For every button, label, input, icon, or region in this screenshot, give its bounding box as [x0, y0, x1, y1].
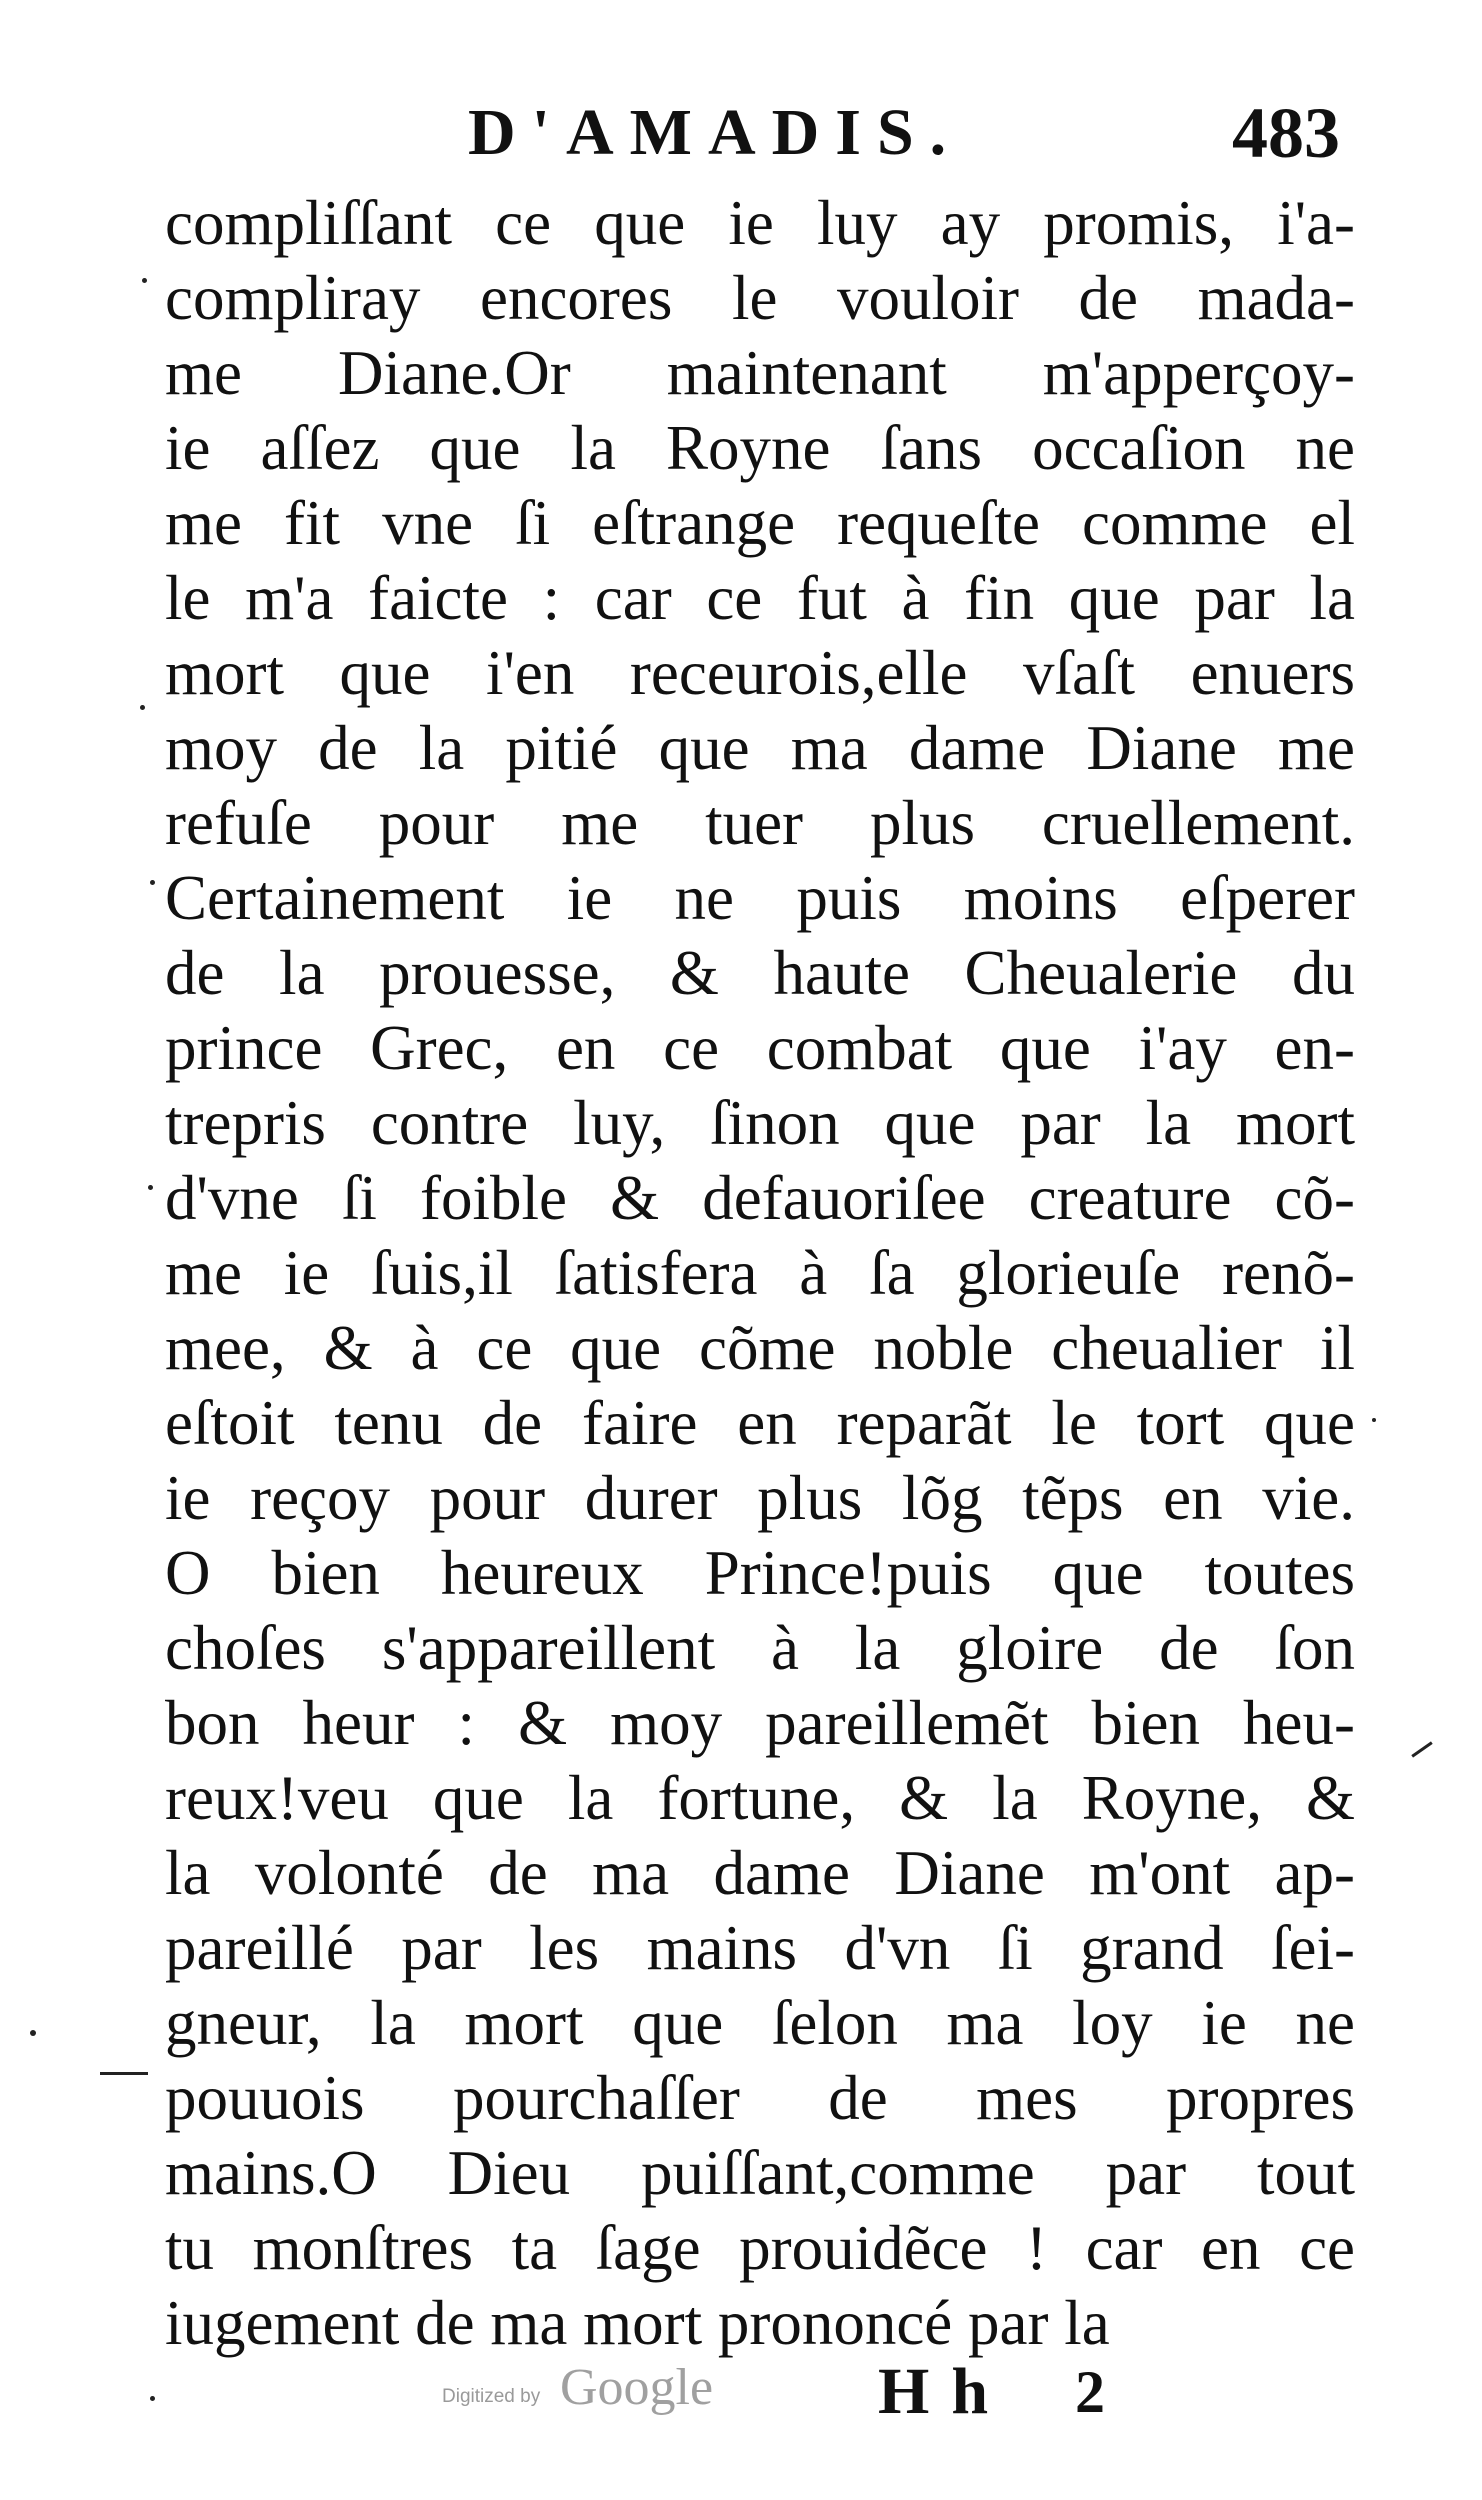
scan-speck — [150, 880, 155, 885]
text-line: choſes s'appareillent à la gloire de ſon — [165, 1613, 1355, 1683]
text-line: mains.O Dieu puiſſant,comme par tout — [165, 2138, 1355, 2208]
body-text — [165, 186, 1355, 2361]
page-header — [0, 88, 1482, 178]
text-line: compliſſant ce que ie luy ay promis, i'a- — [165, 188, 1355, 258]
text-line: refuſe pour me tuer plus cruellement. — [165, 788, 1355, 858]
scan-speck — [148, 1185, 153, 1190]
digitized-by-label: Digitized by — [442, 2386, 541, 2407]
text-line: de la prouesse, & haute Cheualerie du — [165, 938, 1355, 1008]
scan-mark — [1411, 1741, 1432, 1757]
text-line: prince Grec, en ce combat que i'ay en- — [165, 1013, 1355, 1083]
scan-mark — [100, 2072, 148, 2075]
scan-speck — [150, 2396, 155, 2401]
scan-speck — [30, 2030, 36, 2036]
text-line: me ie ſuis,il ſatisfera à ſa glorieuſe renõ- — [165, 1238, 1355, 1308]
google-watermark: Google — [560, 2359, 714, 2416]
text-line: eſtoit tenu de faire en reparãt le tort que — [165, 1388, 1355, 1458]
text-line: la volonté de ma dame Diane m'ont ap- — [165, 1838, 1355, 1908]
text-line: d'vne ſi foible & defauoriſee creature cõ- — [165, 1163, 1355, 1233]
running-head: D'AMADIS. — [468, 96, 963, 169]
text-line: ie reçoy pour durer plus lõg tẽps en vie. — [165, 1463, 1355, 1533]
text-line: le m'a faicte : car ce fut à fin que par la — [165, 563, 1355, 633]
text-line: O bien heureux Prince!puis que toutes — [165, 1538, 1355, 1608]
text-line: me fit vne ſi eſtrange requeſte comme el — [165, 488, 1355, 558]
signature-number: 2 — [1075, 2359, 1105, 2425]
text-line: Certainement ie ne puis moins eſperer — [165, 863, 1355, 933]
text-line: trepris contre luy, ſinon que par la mort — [165, 1088, 1355, 1158]
text-line: mort que i'en receurois,elle vſaſt enuers — [165, 638, 1355, 708]
text-line: gneur, la mort que ſelon ma loy ie ne — [165, 1988, 1355, 2058]
text-line: reux!veu que la fortune, & la Royne, & — [165, 1763, 1355, 1833]
text-line: iugement de ma mort prononcé par la — [165, 2288, 1110, 2358]
page-footer — [0, 2352, 1482, 2432]
text-line: tu monſtres ta ſage prouidẽce ! car en ce — [165, 2213, 1355, 2283]
scan-speck — [140, 705, 145, 710]
signature-mark: Hh — [878, 2355, 1011, 2428]
text-line: pouuois pourchaſſer de mes propres — [165, 2063, 1355, 2133]
text-line: moy de la pitié que ma dame Diane me — [165, 713, 1355, 783]
page-number: 483 — [1232, 93, 1340, 173]
text-line: compliray encores le vouloir de mada- — [165, 263, 1355, 333]
scan-speck — [142, 278, 147, 283]
scan-speck — [1372, 1418, 1376, 1422]
text-line: mee, & à ce que cõme noble cheualier il — [165, 1313, 1355, 1383]
text-line: pareillé par les mains d'vn ſi grand ſei- — [165, 1913, 1355, 1983]
text-line: me Diane.Or maintenant m'apperçoy- — [165, 338, 1355, 408]
text-line: bon heur : & moy pareillemẽt bien heu- — [165, 1688, 1355, 1758]
text-line: ie aſſez que la Royne ſans occaſion ne — [165, 413, 1355, 483]
